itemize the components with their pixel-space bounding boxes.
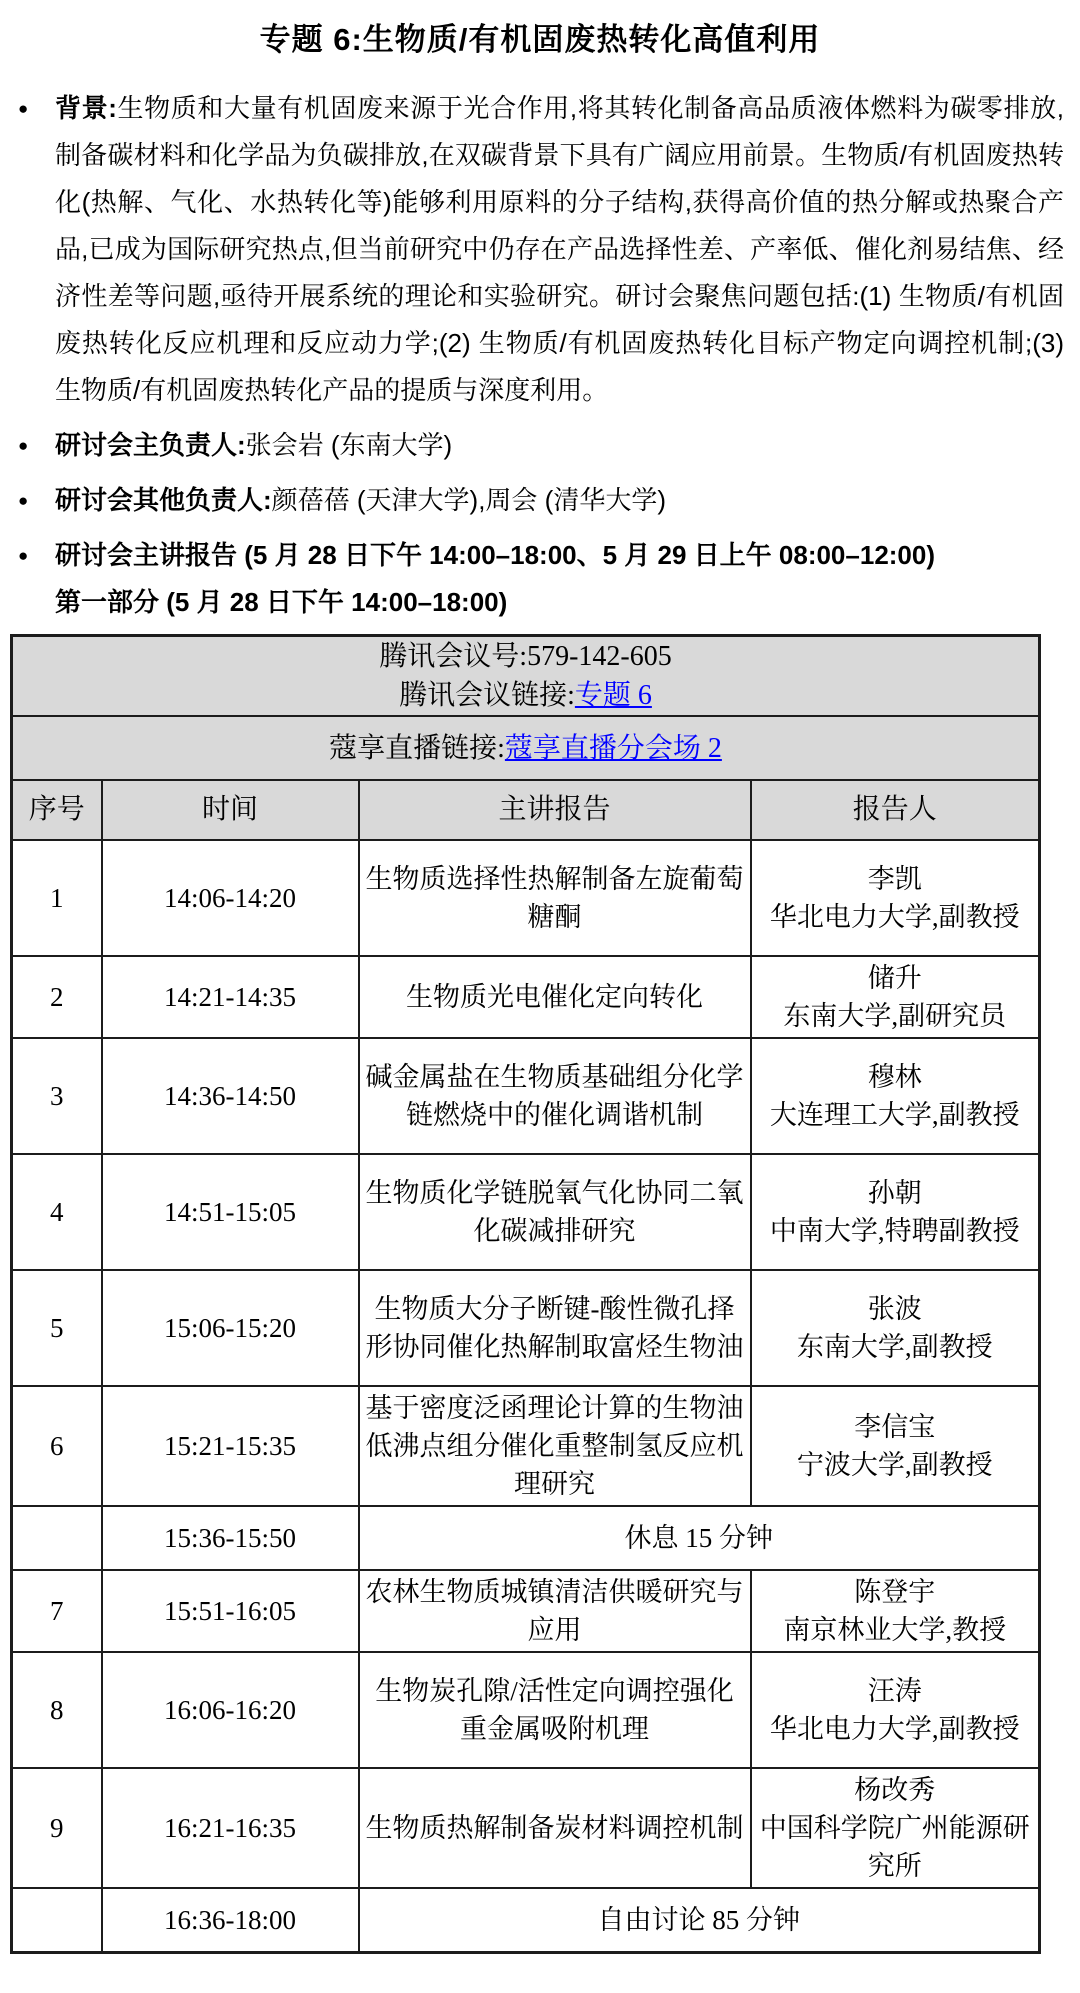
speaker-affiliation: 东南大学,副教授 xyxy=(796,1332,993,1362)
talk-title: 农林生物质城镇清洁供暖研究与应用 xyxy=(359,1570,751,1652)
speaker-affiliation: 华北电力大学,副教授 xyxy=(769,902,1020,932)
table-row xyxy=(12,1038,1040,1154)
talk-title: 生物质热解制备炭材料调控机制 xyxy=(359,1768,751,1888)
koushare-live-link[interactable]: 蔻享直播分会场 2 xyxy=(504,732,722,764)
table-row xyxy=(12,1652,1040,1768)
co-organizer-label: 研讨会其他负责人: xyxy=(55,485,272,515)
schedule-table xyxy=(10,634,1041,1954)
speaker-name: 杨改秀 xyxy=(854,1775,936,1805)
speaker-affiliation: 宁波大学,副教授 xyxy=(796,1450,993,1480)
row-time: 15:51-16:05 xyxy=(102,1570,359,1652)
speaker-name: 李凯 xyxy=(867,864,922,894)
talk-title: 生物质化学链脱氧气化协同二氧化碳减排研究 xyxy=(359,1154,751,1270)
row-number: 9 xyxy=(12,1768,102,1888)
speaker-cell xyxy=(751,956,1040,1038)
col-header-title: 主讲报告 xyxy=(359,780,751,840)
row-time: 14:51-15:05 xyxy=(102,1154,359,1270)
talks-part1: 第一部分 (5 月 28 日下午 14:00–18:00) xyxy=(55,587,508,617)
table-row xyxy=(12,1154,1040,1270)
live-stream-cell xyxy=(12,716,1040,780)
speaker-cell xyxy=(751,1038,1040,1154)
speaker-affiliation: 中南大学,特聘副教授 xyxy=(769,1216,1020,1246)
talk-title: 碱金属盐在生物质基础组分化学链燃烧中的催化调谐机制 xyxy=(359,1038,751,1154)
table-row xyxy=(12,1506,1040,1570)
table-row xyxy=(12,1768,1040,1888)
lead-organizer-label: 研讨会主负责人: xyxy=(55,430,246,460)
talks-schedule: (5 月 28 日下午 14:00–18:00、5 月 29 日上午 08:00–12:00) xyxy=(244,540,936,570)
talk-title: 生物炭孔隙/活性定向调控强化重金属吸附机理 xyxy=(359,1652,751,1768)
live-stream-row xyxy=(12,716,1040,780)
meeting-id-label: 腾讯会议号: xyxy=(379,641,528,672)
talk-title: 生物质大分子断键-酸性微孔择形协同催化热解制取富烃生物油 xyxy=(359,1270,751,1386)
speaker-name: 陈登宇 xyxy=(854,1577,936,1607)
row-time: 14:06-14:20 xyxy=(102,840,359,956)
live-link-label: 蔻享直播链接: xyxy=(329,732,505,764)
bullet-icon: ● xyxy=(18,436,29,455)
speaker-name: 李信宝 xyxy=(854,1412,936,1442)
speaker-name: 汪涛 xyxy=(867,1676,922,1706)
speaker-affiliation: 华北电力大学,副教授 xyxy=(769,1714,1020,1744)
bullet-list xyxy=(18,85,1064,626)
speaker-cell xyxy=(751,1768,1040,1888)
speaker-name: 孙朝 xyxy=(867,1178,922,1208)
speaker-cell xyxy=(751,1154,1040,1270)
col-header-time: 时间 xyxy=(102,780,359,840)
row-time: 15:21-15:35 xyxy=(102,1386,359,1506)
meeting-info-row xyxy=(12,636,1040,717)
lead-organizer-section xyxy=(18,422,1064,469)
col-header-speaker: 报告人 xyxy=(751,780,1040,840)
talks-label: 研讨会主讲报告 xyxy=(55,540,245,570)
merged-activity-cell: 休息 15 分钟 xyxy=(359,1506,1040,1570)
co-organizer-line xyxy=(55,477,1064,524)
table-row xyxy=(12,840,1040,956)
co-organizer-value: 颜蓓蓓 (天津大学),周会 (清华大学) xyxy=(271,485,666,515)
bullet-icon: ● xyxy=(18,491,29,510)
table-row xyxy=(12,1570,1040,1652)
speaker-cell xyxy=(751,1270,1040,1386)
speaker-affiliation: 东南大学,副研究员 xyxy=(783,1001,1007,1031)
talks-heading xyxy=(55,532,1064,626)
background-text: 生物质和大量有机固废来源于光合作用,将其转化制备高品质液体燃料为碳零排放,制备碳材料和化学品为负碳排放,在双碳背景下具有广阔应用前景。生物质/有机固废热转化(热解、气化、水热转化等)能够利用原料的分子结构,获得高价值的热分解或热聚合产品,已成为国际研究热点,但当前研究中仍存在产品选择性差、产率低、催化剂易结焦、经济性差等问题,亟待开展系统的理论和实验研究。研讨会聚焦问题包括:(1) 生物质/有机固废热转化反应机理和反应动力学;(2) 生物质/有机固废热转化目标产物定向调控机制;(3) 生物质/有机固废热转化产品的提质与深度利用。 xyxy=(55,93,1064,405)
tencent-meeting-link[interactable]: 专题 6 xyxy=(574,680,652,711)
meeting-link-line xyxy=(19,676,1032,715)
col-header-no: 序号 xyxy=(12,780,102,840)
row-time: 14:36-14:50 xyxy=(102,1038,359,1154)
row-number: 1 xyxy=(12,840,102,956)
meeting-link-label: 腾讯会议链接: xyxy=(399,680,575,711)
table-row xyxy=(12,956,1040,1038)
meeting-info-cell xyxy=(12,636,1040,717)
row-time: 16:36-18:00 xyxy=(102,1888,359,1952)
speaker-name: 张波 xyxy=(867,1294,922,1324)
row-number: 8 xyxy=(12,1652,102,1768)
merged-activity-cell: 自由讨论 85 分钟 xyxy=(359,1888,1040,1952)
row-time: 15:36-15:50 xyxy=(102,1506,359,1570)
lead-organizer-value: 张会岩 (东南大学) xyxy=(245,430,453,460)
lead-organizer-line xyxy=(55,422,1064,469)
table-row xyxy=(12,1888,1040,1952)
speaker-name: 储升 xyxy=(867,963,922,993)
row-number: 2 xyxy=(12,956,102,1038)
table-row xyxy=(12,1386,1040,1506)
row-number: 7 xyxy=(12,1570,102,1652)
document-page xyxy=(0,14,1080,1954)
talk-title: 生物质选择性热解制备左旋葡萄糖酮 xyxy=(359,840,751,956)
row-time: 16:06-16:20 xyxy=(102,1652,359,1768)
speaker-cell xyxy=(751,1386,1040,1506)
speaker-cell xyxy=(751,840,1040,956)
row-time: 16:21-16:35 xyxy=(102,1768,359,1888)
row-number xyxy=(12,1506,102,1570)
row-number: 6 xyxy=(12,1386,102,1506)
bullet-icon: ● xyxy=(18,99,29,118)
row-number: 5 xyxy=(12,1270,102,1386)
background-label: 背景: xyxy=(55,93,117,123)
talk-title: 生物质光电催化定向转化 xyxy=(359,956,751,1038)
background-paragraph xyxy=(55,85,1064,414)
speaker-cell xyxy=(751,1570,1040,1652)
row-number: 3 xyxy=(12,1038,102,1154)
speaker-affiliation: 南京林业大学,教授 xyxy=(783,1615,1007,1645)
row-time: 15:06-15:20 xyxy=(102,1270,359,1386)
co-organizer-section xyxy=(18,477,1064,524)
meeting-id-value: 579-142-605 xyxy=(527,641,672,672)
page-title: 专题 6:生物质/有机固废热转化高值利用 xyxy=(259,22,821,57)
speaker-affiliation: 大连理工大学,副教授 xyxy=(769,1100,1020,1130)
talk-title: 基于密度泛函理论计算的生物油低沸点组分催化重整制氢反应机理研究 xyxy=(359,1386,751,1506)
table-header-row xyxy=(12,780,1040,840)
row-time: 14:21-14:35 xyxy=(102,956,359,1038)
bullet-icon: ● xyxy=(18,546,29,565)
speaker-affiliation: 中国科学院广州能源研究所 xyxy=(759,1813,1030,1881)
row-number xyxy=(12,1888,102,1952)
background-section xyxy=(18,85,1064,414)
meeting-id-line xyxy=(19,637,1032,676)
table-row xyxy=(12,1270,1040,1386)
speaker-cell xyxy=(751,1652,1040,1768)
talks-section xyxy=(18,532,1064,626)
speaker-name: 穆林 xyxy=(867,1062,922,1092)
row-number: 4 xyxy=(12,1154,102,1270)
